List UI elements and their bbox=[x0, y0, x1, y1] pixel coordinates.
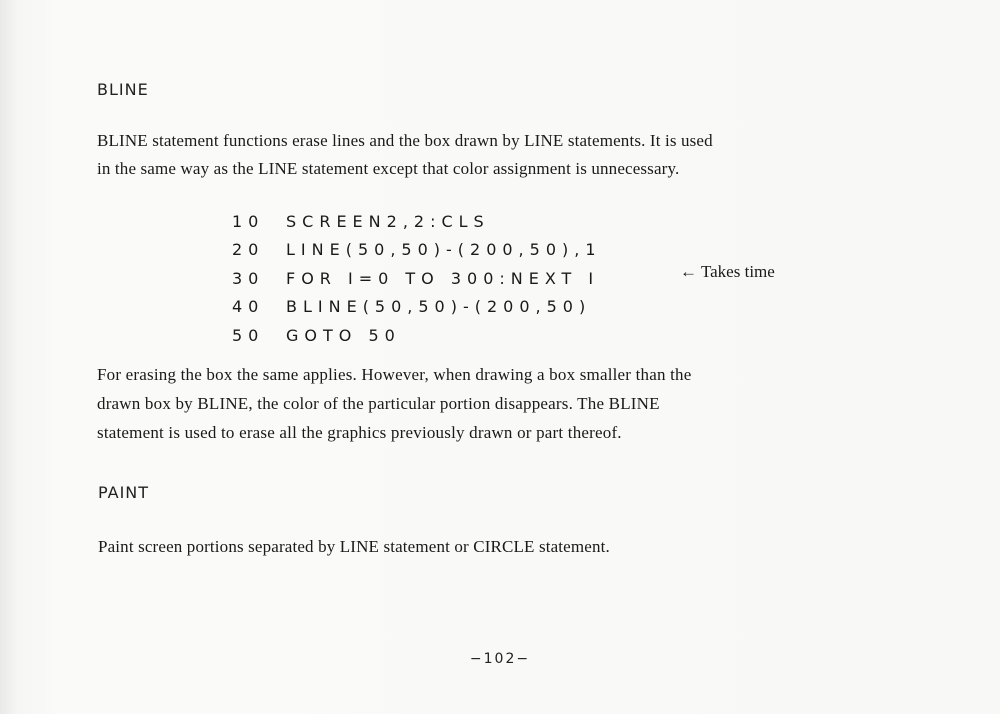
code-line-number: 50 bbox=[232, 325, 265, 345]
paint-description bbox=[98, 533, 610, 561]
paint-description-line: Paint screen portions separated by LINE statement or CIRCLE statement. bbox=[98, 537, 610, 556]
code-line bbox=[232, 321, 602, 350]
bline-intro-paragraph bbox=[97, 127, 713, 183]
code-line bbox=[232, 207, 602, 236]
bline-heading: BLINE bbox=[97, 80, 149, 99]
code-statement: BLINE(50,50)-(200,50) bbox=[286, 297, 592, 317]
bline-code-listing bbox=[232, 207, 602, 350]
code-line bbox=[232, 236, 602, 265]
paint-heading: PAINT bbox=[98, 483, 150, 502]
bline-intro-line-1: BLINE statement functions erase lines and the box drawn by LINE statements. It is used bbox=[97, 131, 713, 150]
page-number: −102− bbox=[469, 651, 531, 667]
code-line-number: 10 bbox=[232, 211, 265, 231]
bline-erase-line-2: drawn box by BLINE, the color of the particular portion disappears. The BLINE bbox=[97, 394, 660, 413]
bline-erase-line-3: statement is used to erase all the graphics previously drawn or part thereof. bbox=[97, 423, 622, 442]
bline-erase-line-1: For erasing the box the same applies. However, when drawing a box smaller than the bbox=[97, 365, 692, 384]
code-line-number: 40 bbox=[232, 297, 265, 317]
bline-erase-paragraph bbox=[97, 360, 692, 447]
code-line bbox=[232, 293, 602, 322]
code-statement: FOR I=0 TO 300:NEXT I bbox=[286, 268, 600, 288]
takes-time-annotation: ← Takes time bbox=[680, 262, 775, 281]
code-statement: GOTO 50 bbox=[286, 325, 401, 345]
code-statement: SCREEN2,2:CLS bbox=[286, 211, 490, 231]
code-line bbox=[232, 264, 602, 293]
code-statement: LINE(50,50)-(200,50),1 bbox=[286, 240, 602, 260]
bline-intro-line-2: in the same way as the LINE statement except that color assignment is unnecessary. bbox=[97, 159, 680, 178]
code-line-number: 30 bbox=[232, 268, 265, 288]
code-line-number: 20 bbox=[232, 240, 265, 260]
